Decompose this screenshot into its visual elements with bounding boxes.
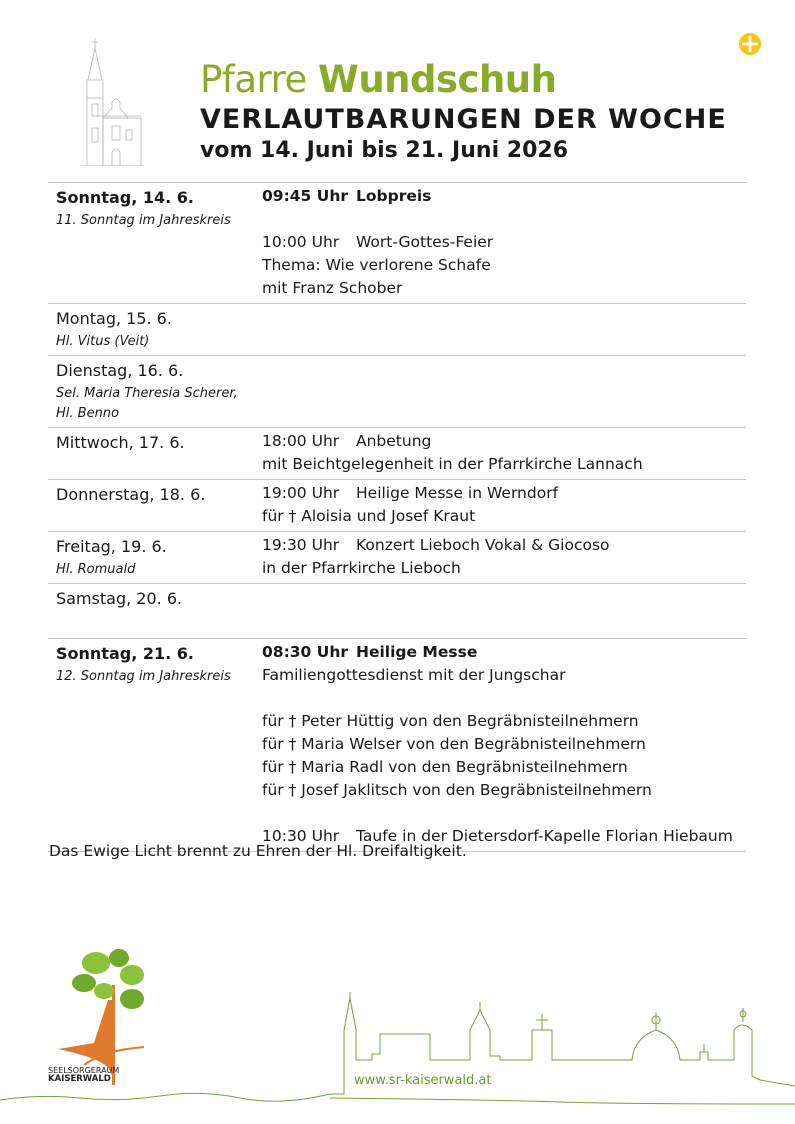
event-title: Konzert Lieboch Vokal & Giocoso <box>356 536 610 554</box>
feast-label: Hl. Romuald <box>56 562 136 577</box>
event-time: 10:00 Uhr <box>262 233 340 251</box>
event-detail: für † Aloisia und Josef Kraut <box>262 507 476 525</box>
title-light: Pfarre <box>200 58 307 101</box>
event-line <box>262 185 746 208</box>
event-title: Wort-Gottes-Feier <box>356 233 494 251</box>
page-subtitle: VERLAUTBARUNGEN DER WOCHE <box>200 104 727 135</box>
schedule-table <box>48 182 746 852</box>
event-detail: mit Franz Schober <box>262 279 403 297</box>
event-line <box>262 641 746 664</box>
event-time: 18:00 Uhr <box>262 432 340 450</box>
schedule-row <box>48 183 746 304</box>
event-detail: Thema: Wie verlorene Schafe <box>262 256 491 274</box>
page-title <box>200 58 780 102</box>
title-bold: Wundschuh <box>318 58 557 101</box>
event-title: Heilige Messe in Werndorf <box>356 484 559 502</box>
diocese-cross-logo-icon <box>739 33 761 55</box>
schedule-row <box>48 480 746 532</box>
feast-label: Hl. Benno <box>56 406 120 421</box>
feast-label: 11. Sonntag im Jahreskreis <box>56 213 231 228</box>
mass-intention: für † Maria Radl von den Begräbnisteilnehmern <box>262 758 628 776</box>
event-time: 19:00 Uhr <box>262 484 340 502</box>
feast-label: 12. Sonntag im Jahreskreis <box>56 669 231 684</box>
mass-intention: für † Peter Hüttig von den Begräbnisteilnehmern <box>262 712 639 730</box>
day-label: Donnerstag, 18. 6. <box>56 485 206 504</box>
website-url[interactable]: www.sr-kaiserwald.at <box>354 1073 492 1088</box>
logo-line1: SEELSORGERAUM <box>48 1066 120 1075</box>
event-time: 08:30 Uhr <box>262 643 348 661</box>
day-label: Dienstag, 16. 6. <box>56 361 184 380</box>
event-line <box>262 534 746 557</box>
day-label: Samstag, 20. 6. <box>56 589 183 608</box>
event-detail: mit Beichtgelegenheit in der Pfarrkirche Lannach <box>262 455 643 473</box>
schedule-row <box>48 639 746 852</box>
event-line <box>262 482 746 505</box>
schedule-row <box>48 356 746 428</box>
event-title: Taufe in der Dietersdorf-Kapelle Florian Hiebaum <box>356 827 733 845</box>
church-illustration-icon <box>82 38 144 166</box>
date-range: vom 14. Juni bis 21. Juni 2026 <box>200 138 568 163</box>
event-time: 10:30 Uhr <box>262 827 340 845</box>
day-label: Freitag, 19. 6. <box>56 537 167 556</box>
event-title: Anbetung <box>356 432 432 450</box>
event-detail: in der Pfarrkirche Lieboch <box>262 559 461 577</box>
feast-label: Sel. Maria Theresia Scherer, <box>56 386 238 401</box>
seelsorgeraum-logo-text <box>48 1066 119 1084</box>
day-label: Sonntag, 21. 6. <box>56 644 194 663</box>
event-time: 09:45 Uhr <box>262 187 348 205</box>
schedule-row <box>48 584 746 639</box>
feast-label: Hl. Vitus (Veit) <box>56 334 150 349</box>
logo-line2: KAISERWALD <box>48 1074 111 1084</box>
schedule-row <box>48 428 746 480</box>
event-line <box>262 231 746 254</box>
day-label: Sonntag, 14. 6. <box>56 188 194 207</box>
header <box>200 58 780 166</box>
event-title: Heilige Messe <box>356 643 478 661</box>
schedule-row <box>48 532 746 584</box>
event-time: 19:30 Uhr <box>262 536 340 554</box>
schedule-row <box>48 304 746 356</box>
mass-intention: für † Josef Jaklitsch von den Begräbnisteilnehmern <box>262 781 652 799</box>
day-label: Montag, 15. 6. <box>56 309 172 328</box>
event-title: Lobpreis <box>356 187 432 205</box>
event-detail: Familiengottesdienst mit der Jungschar <box>262 666 566 684</box>
day-label: Mittwoch, 17. 6. <box>56 433 185 452</box>
event-line <box>262 430 746 453</box>
eternal-light-note: Das Ewige Licht brennt zu Ehren der Hl. Dreifaltigkeit. <box>49 842 467 860</box>
mass-intention: für † Maria Welser von den Begräbnisteilnehmern <box>262 735 646 753</box>
